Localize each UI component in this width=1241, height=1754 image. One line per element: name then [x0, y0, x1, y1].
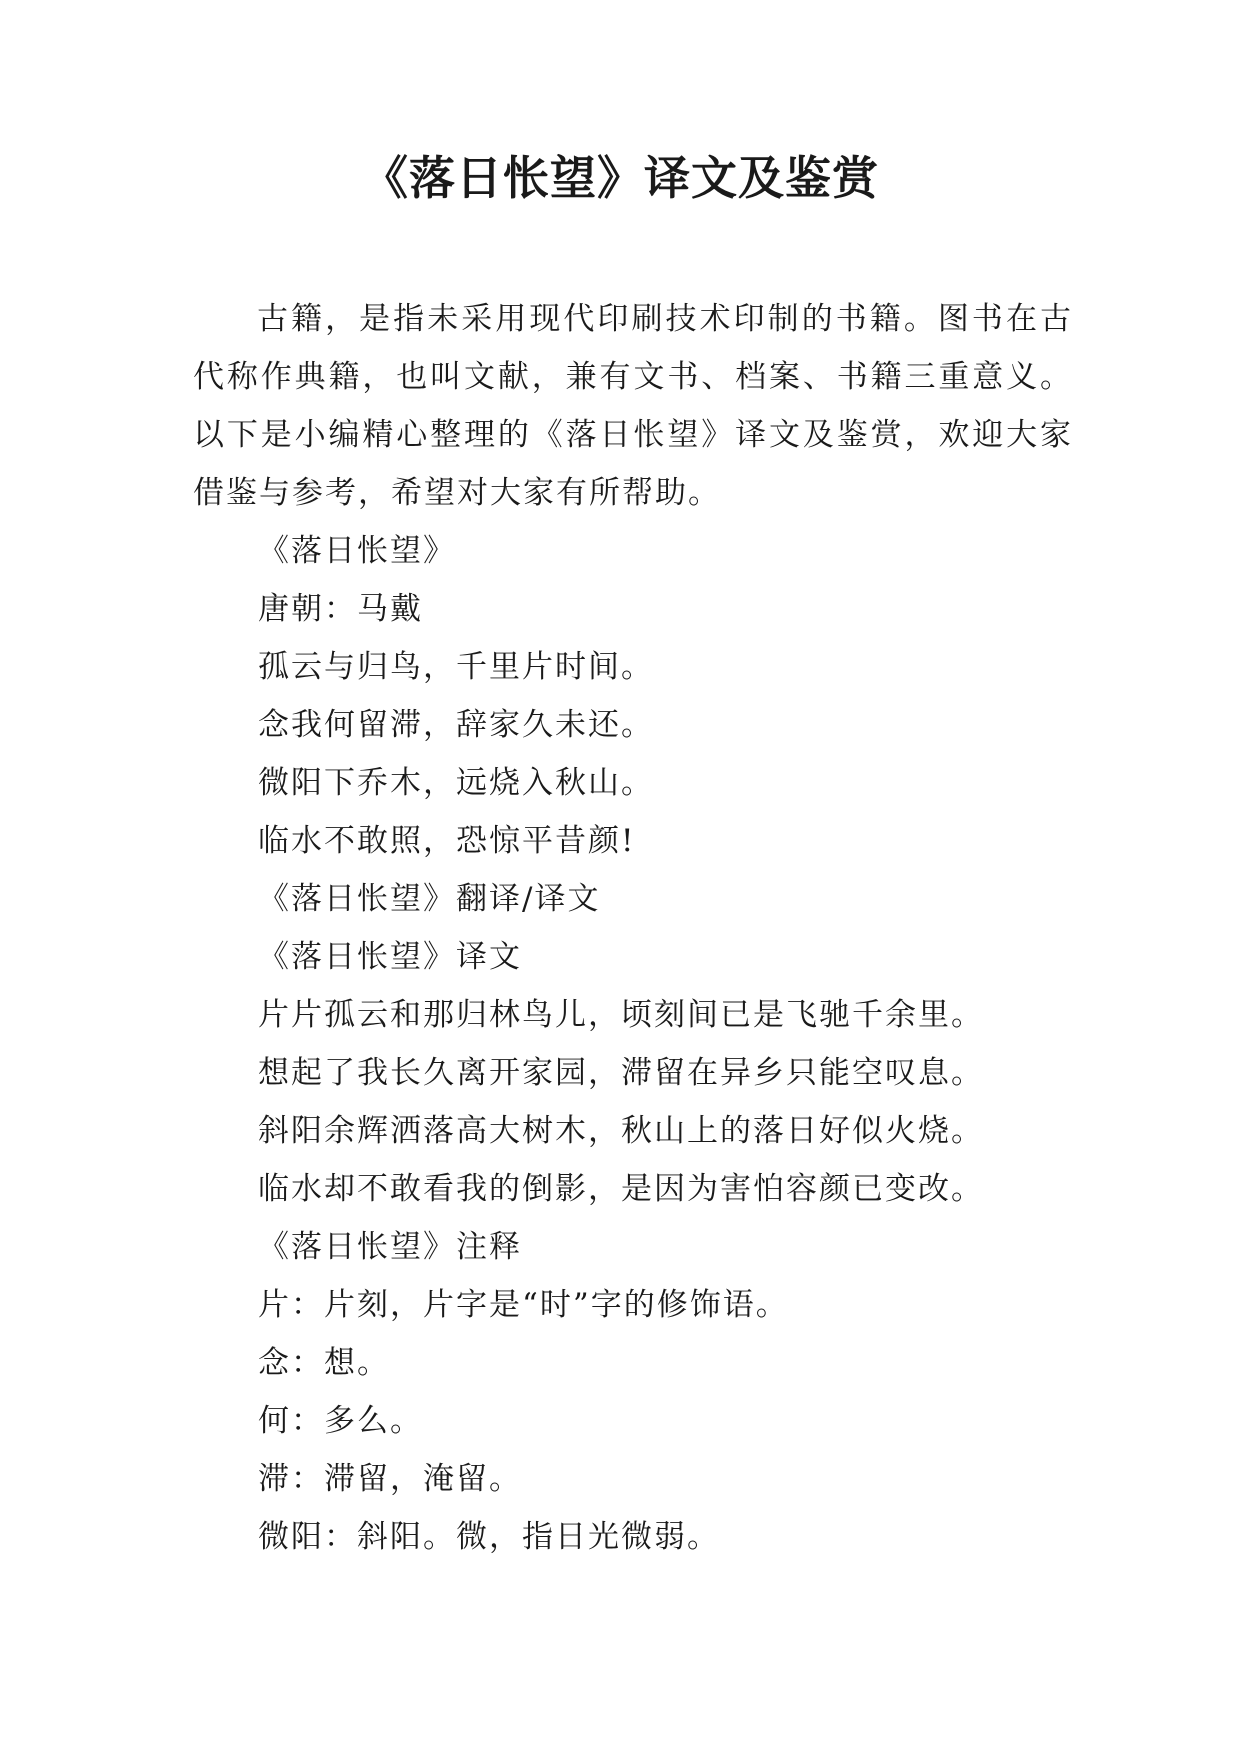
section-heading-notes: 《落日怅望》注释 — [258, 1229, 522, 1265]
content-lines — [258, 522, 1158, 1566]
intro-paragraph: 古籍，是指未采用现代印刷技术印制的书籍。图书在古代称作典籍，也叫文献，兼有文书、档案、书籍三重意义。以下是小编精心整理的《落日怅望》译文及鉴赏，欢迎大家借鉴与参考，希望对大家有所帮助。 — [193, 301, 1073, 511]
poem-author-line: 唐朝：马戴 — [258, 591, 423, 627]
translation-line: 片片孤云和那归林鸟儿，顷刻间已是飞驰千余里。 — [258, 997, 984, 1033]
translation-line: 斜阳余辉洒落高大树木，秋山上的落日好似火烧。 — [258, 1113, 984, 1149]
section-heading-translation: 《落日怅望》翻译/译文 — [258, 881, 601, 917]
poem-verse-line: 孤云与归鸟，千里片时间。 — [258, 649, 654, 685]
poem-verse-line: 念我何留滞，辞家久未还。 — [258, 707, 654, 743]
poem-title-line: 《落日怅望》 — [258, 533, 456, 569]
note-line: 微阳：斜阳。微，指日光微弱。 — [258, 1519, 720, 1555]
poem-verse-line: 微阳下乔木，远烧入秋山。 — [258, 765, 654, 801]
note-line: 念：想。 — [258, 1345, 390, 1381]
translation-line: 想起了我长久离开家园，滞留在异乡只能空叹息。 — [258, 1055, 984, 1091]
note-line: 滞：滞留，淹留。 — [258, 1461, 522, 1497]
subsection-heading-translation: 《落日怅望》译文 — [258, 939, 522, 975]
note-line: 何：多么。 — [258, 1403, 423, 1439]
translation-line: 临水却不敢看我的倒影，是因为害怕容颜已变改。 — [258, 1171, 984, 1207]
document-title: 《落日怅望》译文及鉴赏 — [362, 151, 879, 205]
note-line: 片：片刻，片字是“时”字的修饰语。 — [258, 1287, 789, 1323]
poem-verse-line: 临水不敢照，恐惊平昔颜! — [258, 823, 636, 859]
